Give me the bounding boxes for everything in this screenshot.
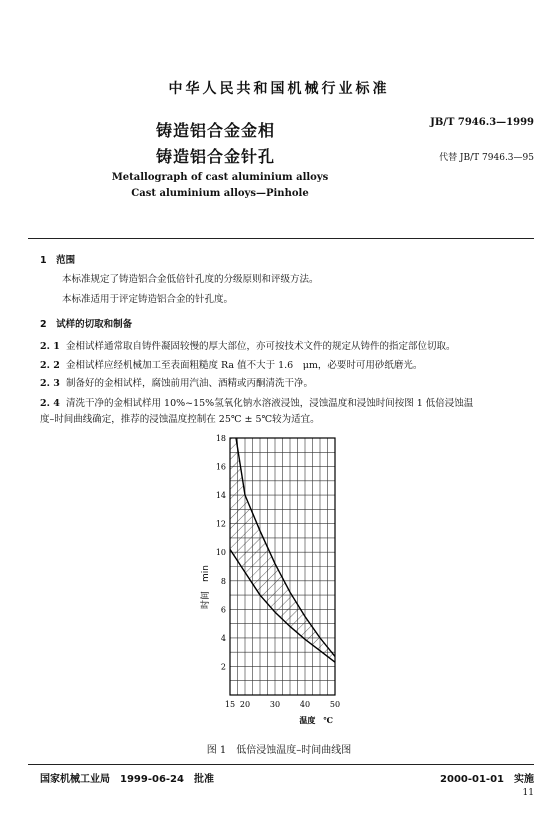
section-1-para-2: 本标准适用于评定铸造铝合金的针孔度。 <box>62 294 234 305</box>
x-tick-label: 50 <box>329 700 341 709</box>
replaces-note: 代替 JB/T 7946.3—95 <box>439 153 534 163</box>
y-tick-label: 6 <box>220 605 226 615</box>
x-tick-label: 15 <box>224 700 236 709</box>
clause-2-4-number: 2. 4 <box>40 398 60 409</box>
clause-2-3-text: 制备好的金相试样，腐蚀前用汽油、酒精或丙酮清洗干净。 <box>66 378 314 389</box>
y-tick-label: 4 <box>220 633 226 643</box>
y-tick-label: 18 <box>215 434 226 443</box>
y-tick-label: 16 <box>215 462 226 472</box>
clause-2-4-text-line-2: 度–时间曲线确定，推荐的浸蚀温度控制在 25℃ ± 5℃较为适宜。 <box>40 414 320 425</box>
implementation-date: 2000-01-01 实施 <box>440 774 534 785</box>
x-tick-label: 30 <box>269 700 281 709</box>
clause-2-1-text: 金相试样通常取自铸件凝固较慢的厚大部位，亦可按技术文件的规定从铸件的指定部位切取。 <box>66 341 456 352</box>
section-1-para-1: 本标准规定了铸造铝合金低倍针孔度的分级原则和评级方法。 <box>62 274 319 285</box>
title-cn-main: 铸造铝合金金相 <box>156 121 276 140</box>
y-tick-label: 2 <box>220 662 226 672</box>
y-tick-label: 12 <box>215 519 226 529</box>
header-divider <box>28 238 534 239</box>
figure-caption: 图 1 低倍浸蚀温度–时间曲线图 <box>206 745 352 756</box>
y-tick-label: 10 <box>215 548 226 558</box>
y-tick-labels <box>216 434 226 671</box>
x-tick-labels <box>225 700 340 709</box>
clause-2-3-number: 2. 3 <box>40 378 60 389</box>
approval-note: 国家机械工业局 1999-06-24 批准 <box>40 774 214 785</box>
x-tick-label: 20 <box>239 700 251 709</box>
y-axis-label: 时间 min <box>201 565 211 610</box>
section-1-heading: 1 范围 <box>40 255 76 266</box>
standard-category-title: 中华人民共和国机械行业标准 <box>168 81 390 97</box>
section-2-heading: 2 试样的切取和制备 <box>40 319 133 330</box>
clause-2-4-text-line-1: 清洗干净的金相试样用 10%~15%氢氧化钠水溶液浸蚀，浸蚀温度和浸蚀时间按图 1 低倍浸蚀温 <box>66 398 474 409</box>
clause-2-1-number: 2. 1 <box>40 341 60 352</box>
footer-divider <box>28 764 534 765</box>
x-tick-label: 40 <box>299 700 311 709</box>
title-cn-sub: 铸造铝合金针孔 <box>156 147 276 166</box>
y-tick-label: 8 <box>220 576 226 586</box>
clause-2-2-number: 2. 2 <box>40 360 60 371</box>
title-en-sub: Cast aluminium alloys—Pinhole <box>131 188 309 199</box>
temperature-time-chart <box>190 430 360 736</box>
page-number: 11 <box>522 788 534 798</box>
title-en-main: Metallograph of cast aluminium alloys <box>111 172 329 183</box>
standard-code: JB/T 7946.3—1999 <box>430 117 534 128</box>
x-axis-label: 温度 ℃ <box>299 715 333 725</box>
clause-2-2-text: 金相试样应经机械加工至表面粗糙度 Ra 值不大于 1.6 μm，必要时可用砂纸磨光。 <box>66 360 423 371</box>
y-tick-label: 14 <box>215 491 226 501</box>
